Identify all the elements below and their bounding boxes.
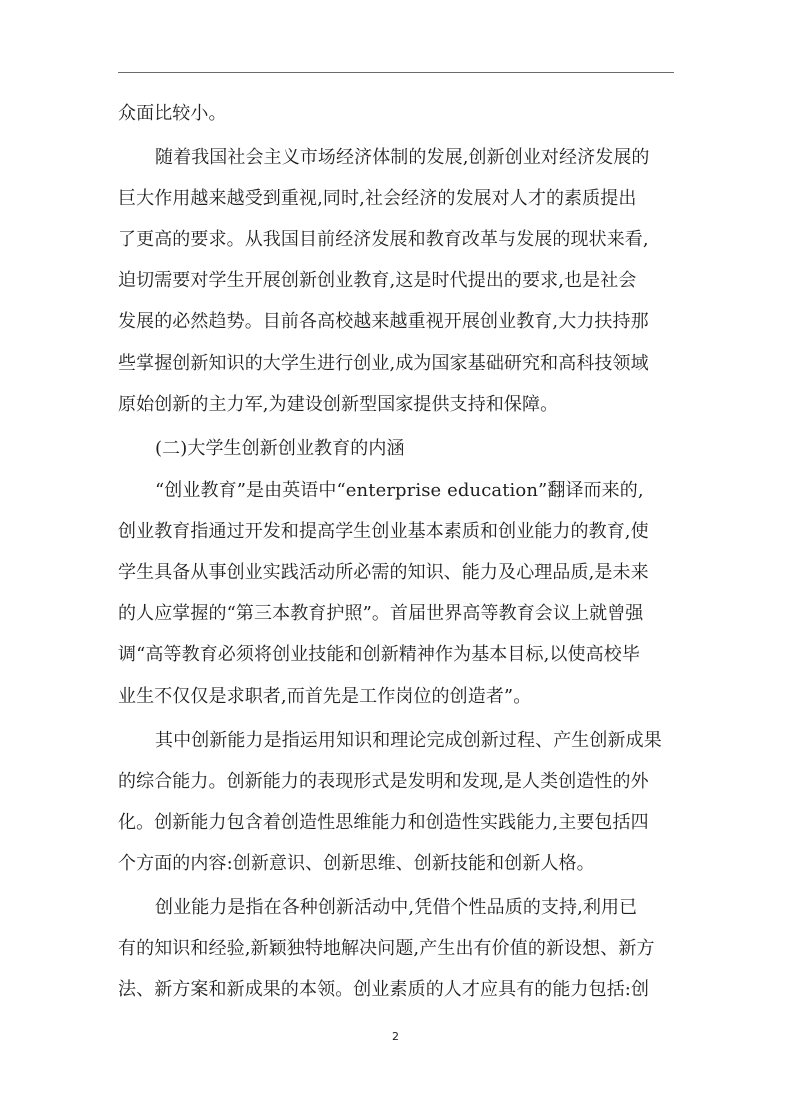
text-line: 业生不仅仅是求职者,而首先是工作岗位的创造者”。 bbox=[118, 686, 532, 707]
text-line: 创业能力是指在各种创新活动中,凭借个性品质的支持,利用已 bbox=[155, 897, 638, 918]
text-line: 创业教育指通过开发和提高学生创业基本素质和创业能力的教育,使 bbox=[118, 521, 649, 542]
text-line: (二)大学生创新创业教育的内涵 bbox=[155, 438, 405, 459]
text-line: 个方面的内容:创新意识、创新思维、创新技能和创新人格。 bbox=[118, 853, 595, 874]
text-line: 随着我国社会主义市场经济体制的发展,创新创业对经济发展的 bbox=[155, 147, 650, 168]
text-line: 的综合能力。创新能力的表现形式是发明和发现,是人类创造性的外 bbox=[118, 771, 649, 792]
text-line: 有的知识和经验,新颖独特地解决问题,产生出有价值的新设想、新方 bbox=[118, 938, 655, 959]
text-line: 的人应掌握的“第三本教育护照”。首届世界高等教育会议上就曾强 bbox=[118, 603, 644, 624]
text-line: 些掌握创新知识的大学生进行创业,成为国家基础研究和高科技领域 bbox=[118, 353, 649, 374]
header-rule bbox=[118, 72, 674, 73]
text-line: 学生具备从事创业实践活动所必需的知识、能力及心理品质,是未来 bbox=[118, 562, 649, 583]
text-line: 众面比较小。 bbox=[118, 103, 227, 124]
text-line: 化。创新能力包含着创造性思维能力和创造性实践能力,主要包括四 bbox=[118, 812, 649, 833]
text-line: 其中创新能力是指运用知识和理论完成创新过程、产生创新成果 bbox=[155, 730, 662, 751]
text-line: 了更高的要求。从我国目前经济发展和教育改革与发展的现状来看, bbox=[118, 229, 649, 250]
page-number: 2 bbox=[392, 1030, 399, 1043]
text-line: 法、新方案和新成果的本领。创业素质的人才应具有的能力包括:创 bbox=[118, 979, 650, 1000]
text-line: 迫切需要对学生开展创新创业教育,这是时代提出的要求,也是社会 bbox=[118, 270, 637, 291]
text-line: “创业教育”是由英语中“enterprise education”翻译而来的, bbox=[155, 480, 644, 501]
text-line: 发展的必然趋势。目前各高校越来越重视开展创业教育,大力扶持那 bbox=[118, 311, 649, 332]
text-line: 原始创新的主力军,为建设创新型国家提供支持和保障。 bbox=[118, 394, 559, 415]
text-line: 调“高等教育必须将创业技能和创新精神作为基本目标,以使高校毕 bbox=[118, 644, 640, 665]
text-line: 巨大作用越来越受到重视,同时,社会经济的发展对人才的素质提出 bbox=[118, 188, 637, 209]
